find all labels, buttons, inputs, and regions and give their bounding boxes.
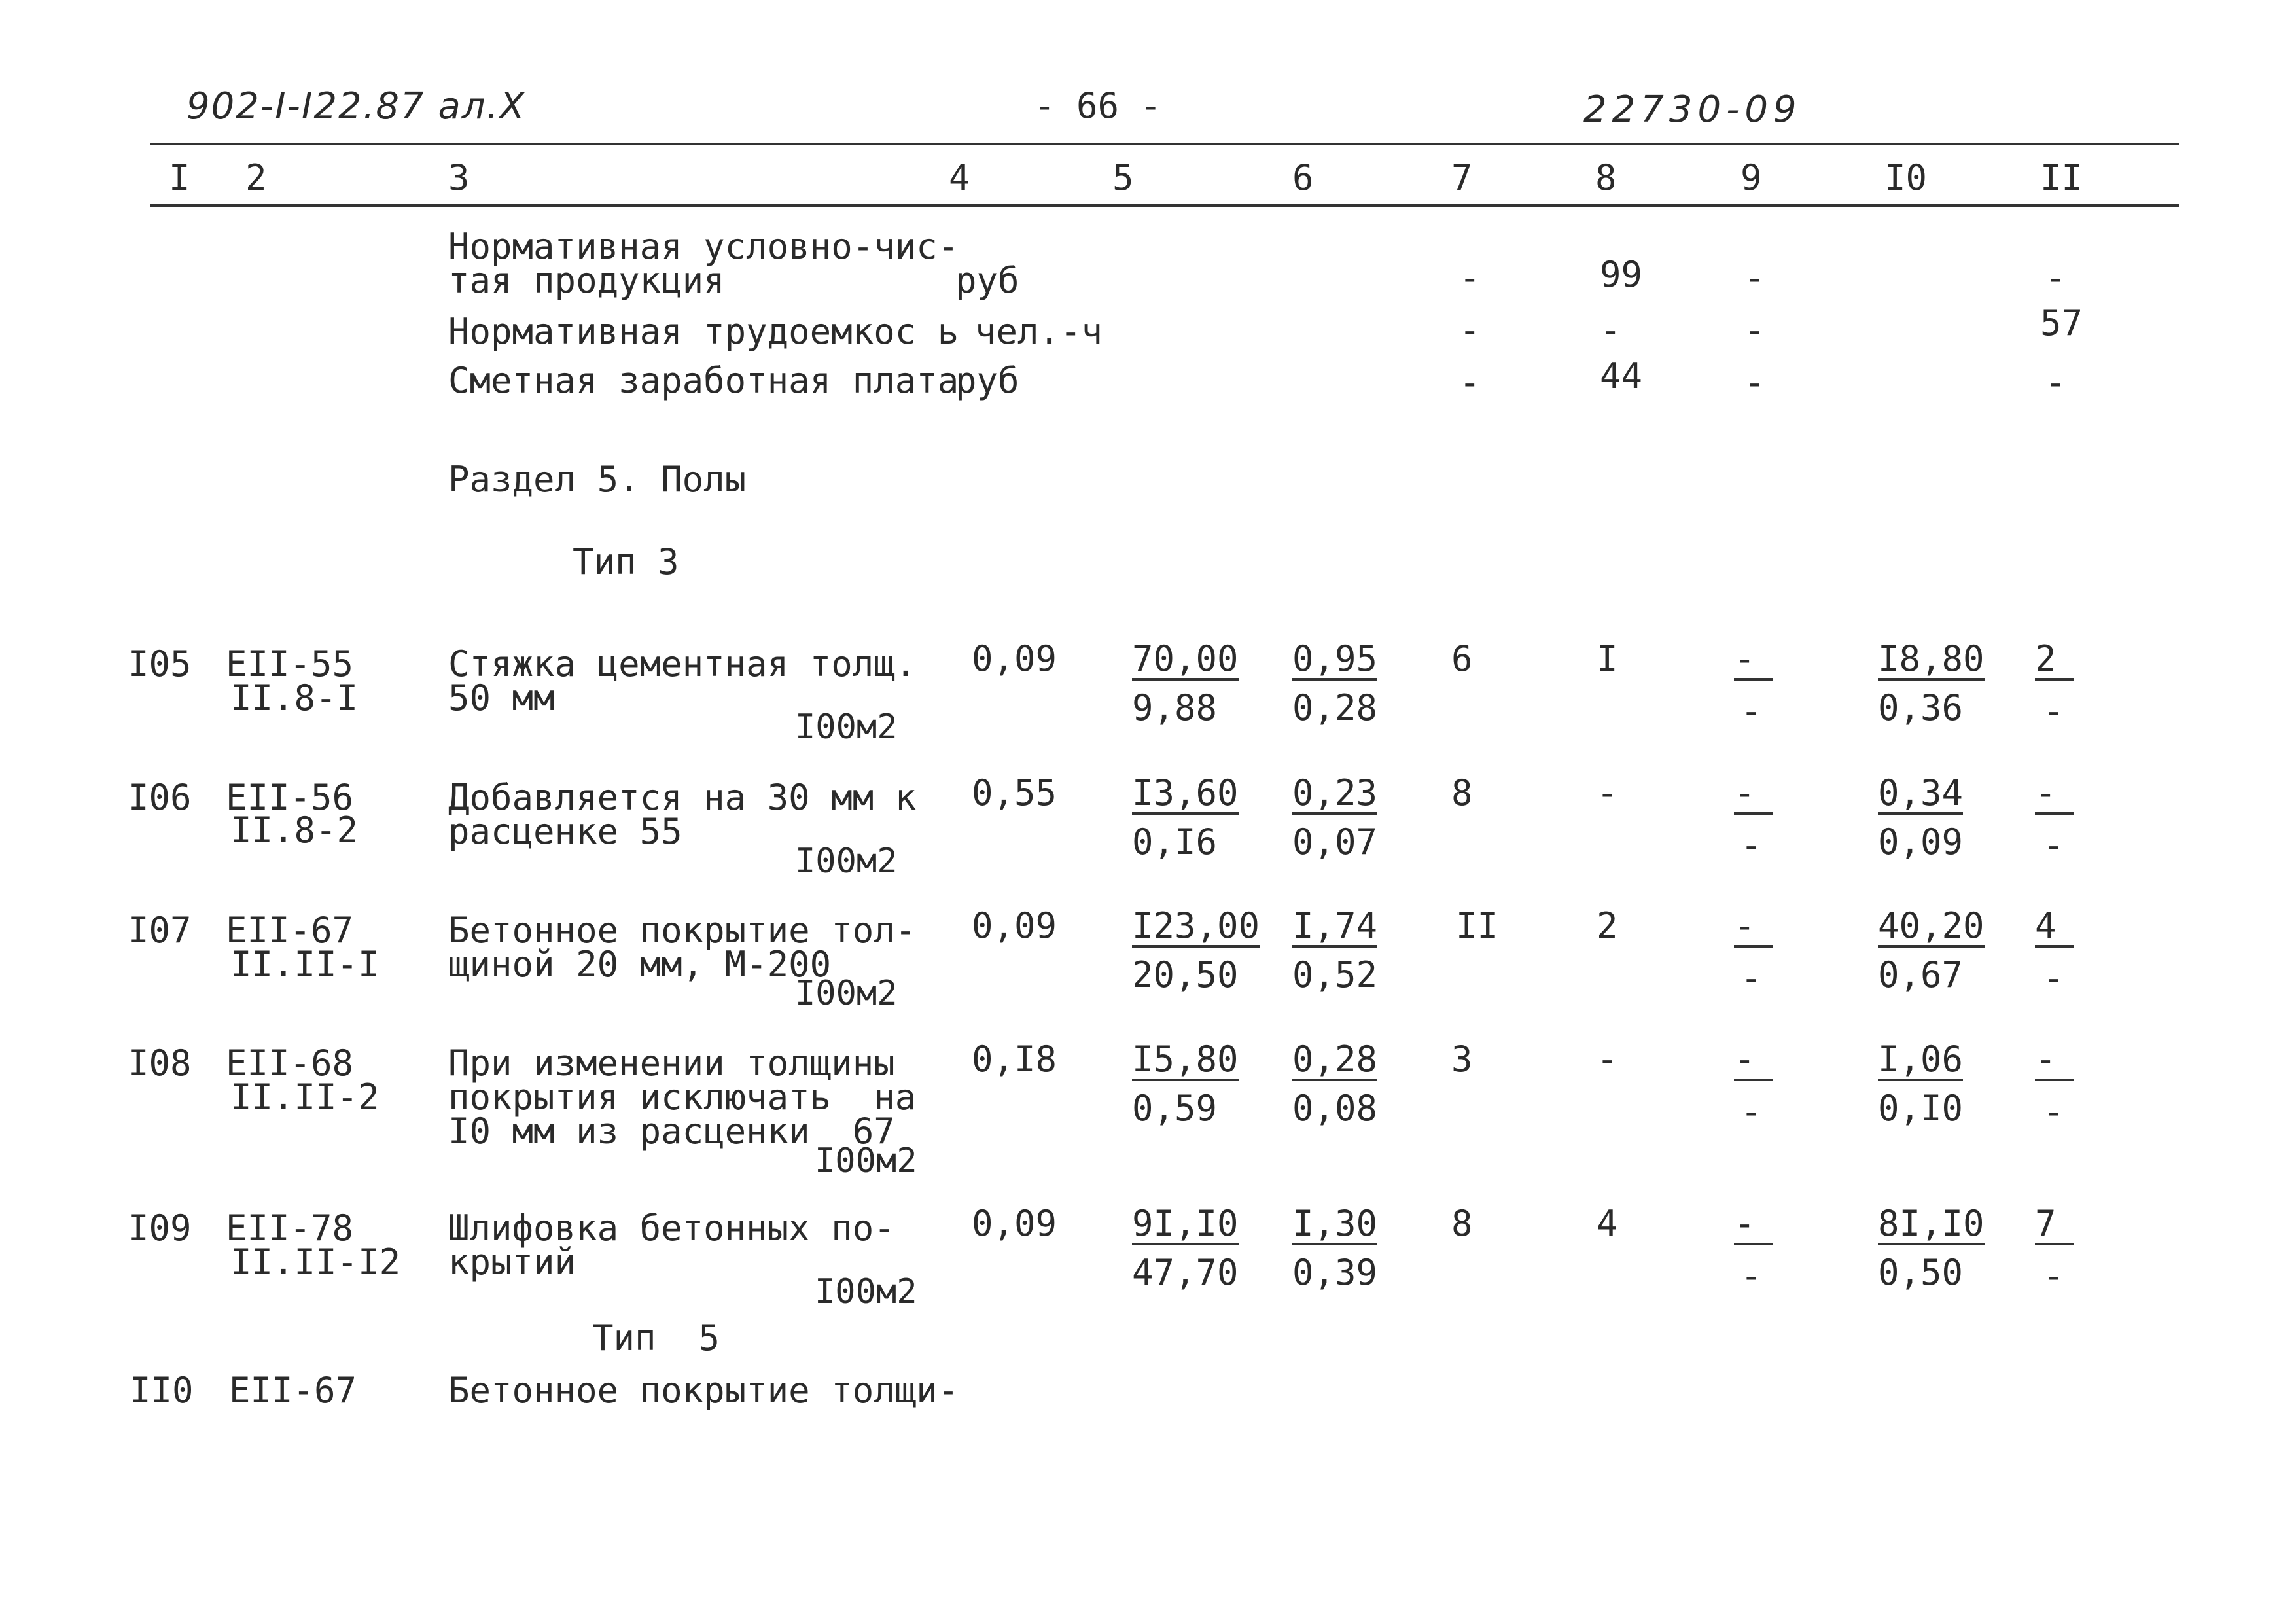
quantity: 0,55 <box>972 772 1057 813</box>
cost-unit-sub: 0,52 <box>1292 954 1378 995</box>
col7-value: 6 <box>1451 638 1473 679</box>
norm-subcode: II.II-I2 <box>230 1241 401 1283</box>
row-number: I09 <box>128 1207 192 1249</box>
col-header-6: 6 <box>1292 157 1314 198</box>
summary-unit: руб <box>955 360 1019 401</box>
row-number: I05 <box>128 643 192 685</box>
col-header-9: 9 <box>1740 157 1762 198</box>
cost-total-sub: 47,70 <box>1132 1252 1239 1293</box>
col9-value: - <box>1734 641 1773 681</box>
col7-value: 8 <box>1451 772 1473 813</box>
col11-value: - <box>2035 776 2074 815</box>
cost-total: I5,80 <box>1132 1039 1239 1080</box>
cost-unit: I,30 <box>1292 1203 1378 1244</box>
cost-unit: 0,28 <box>1292 1039 1378 1080</box>
col-header-2: 2 <box>245 157 267 198</box>
col10-value: I,06 <box>1878 1039 1964 1080</box>
cost-total: I3,60 <box>1132 772 1239 813</box>
cost-total: I23,00 <box>1132 905 1260 946</box>
col10-sub: 0,I0 <box>1878 1088 1964 1129</box>
col10-value: 40,20 <box>1878 905 1985 946</box>
col11-value: 2 <box>2035 641 2074 681</box>
col-header-11: II <box>2040 157 2083 198</box>
work-description: Шлифовка бетонных по- <box>448 1207 895 1249</box>
norm-subcode: II.8-I <box>230 677 359 719</box>
quantity: 0,09 <box>972 1203 1057 1244</box>
summary-name: тая продукция <box>448 260 725 301</box>
col8-value: I <box>1597 638 1618 679</box>
col8-value: 2 <box>1597 905 1618 946</box>
col-header-10: I0 <box>1884 157 1928 198</box>
norm-code: EII-67 <box>226 910 354 951</box>
col11-value: - <box>2035 1042 2074 1081</box>
summary-value: - <box>1744 362 1765 403</box>
summary-value: - <box>1459 310 1481 351</box>
work-description: щиной 20 мм, М-200 <box>448 944 832 985</box>
norm-code: EII-56 <box>226 777 354 818</box>
row-number: I06 <box>128 777 192 818</box>
quantity: 0,09 <box>972 905 1057 946</box>
norm-subcode: II.II-I <box>230 944 380 985</box>
col9-sub: - <box>1740 690 1762 732</box>
col10-value: I8,80 <box>1878 638 1985 679</box>
col7-value: 8 <box>1451 1203 1473 1244</box>
col9-value: - <box>1734 1042 1773 1081</box>
col10-value: 0,34 <box>1878 772 1964 813</box>
norm-code: EII-78 <box>226 1207 354 1249</box>
work-description: Бетонное покрытие тол- <box>448 910 917 951</box>
col-header-1: I <box>169 157 190 198</box>
type-title: Тип 5 <box>592 1317 720 1359</box>
type-title: Тип 3 <box>573 541 679 582</box>
cost-total-sub: 0,I6 <box>1132 821 1218 863</box>
cost-unit: I,74 <box>1292 905 1378 946</box>
col8-value: 4 <box>1597 1203 1618 1244</box>
summary-value: - <box>2045 362 2066 403</box>
col11-sub: - <box>2043 1091 2064 1132</box>
cost-total-sub: 20,50 <box>1132 954 1239 995</box>
col10-sub: 0,50 <box>1878 1252 1964 1293</box>
header-bottom-rule <box>150 204 2179 207</box>
col10-sub: 0,67 <box>1878 954 1964 995</box>
col9-value: - <box>1734 1206 1773 1245</box>
col9-sub: - <box>1740 1255 1762 1296</box>
cost-total: 70,00 <box>1132 638 1239 679</box>
col11-value: 4 <box>2035 908 2074 948</box>
col-header-8: 8 <box>1595 157 1617 198</box>
summary-name: Сметная заработная плата <box>448 360 959 401</box>
document-code: 902-I-I22.87 ал.X <box>186 85 526 128</box>
norm-subcode: II.II-2 <box>230 1077 380 1118</box>
row-number: I07 <box>128 910 192 951</box>
cost-unit-sub: 0,07 <box>1292 821 1378 863</box>
col-header-5: 5 <box>1112 157 1134 198</box>
cost-unit: 0,23 <box>1292 772 1378 813</box>
col10-value: 8I,I0 <box>1878 1203 1985 1244</box>
col10-sub: 0,09 <box>1878 821 1964 863</box>
col8-value: - <box>1597 1039 1618 1080</box>
quantity: 0,I8 <box>972 1039 1057 1080</box>
header-top-rule <box>150 143 2179 145</box>
norm-code: EII-68 <box>226 1043 354 1084</box>
norm-code: EII-55 <box>226 643 354 685</box>
work-description: крытий <box>448 1241 576 1283</box>
section-title: Раздел 5. Полы <box>448 459 747 500</box>
col9-value: - <box>1734 908 1773 948</box>
col11-sub: - <box>2043 1255 2064 1296</box>
col9-value: - <box>1734 776 1773 815</box>
quantity: 0,09 <box>972 638 1057 679</box>
summary-value: - <box>1744 257 1765 298</box>
cost-unit-sub: 0,08 <box>1292 1088 1378 1129</box>
work-description: покрытия исключать на <box>448 1077 917 1118</box>
col9-sub: - <box>1740 957 1762 999</box>
summary-name: Нормативная трудоемкос ь <box>448 311 959 352</box>
summary-name: Нормативная условно-чис- <box>448 226 959 267</box>
row-number: I08 <box>128 1043 192 1084</box>
summary-value: - <box>1459 362 1481 403</box>
work-description: Бетонное покрытие толщи- <box>448 1370 959 1411</box>
col9-sub: - <box>1740 825 1762 866</box>
col-header-7: 7 <box>1451 157 1473 198</box>
col10-sub: 0,36 <box>1878 687 1964 728</box>
unit-measure: I00м2 <box>815 1272 917 1311</box>
summary-value: 99 <box>1600 254 1643 295</box>
unit-measure: I00м2 <box>815 1141 917 1181</box>
unit-measure: I00м2 <box>795 842 898 881</box>
col11-sub: - <box>2043 957 2064 999</box>
unit-measure: I00м2 <box>795 707 898 747</box>
col8-value: - <box>1597 772 1618 813</box>
col7-value: II <box>1456 905 1499 946</box>
col-header-4: 4 <box>949 157 970 198</box>
summary-value: - <box>2045 257 2066 298</box>
work-description: При изменении толщины <box>448 1043 895 1084</box>
work-description: 50 мм <box>448 677 555 719</box>
norm-subcode: II.8-2 <box>230 810 359 851</box>
summary-unit: руб <box>955 260 1019 301</box>
summary-value: - <box>1600 310 1621 351</box>
page-number: - 66 - <box>1034 85 1162 126</box>
summary-value: 57 <box>2040 302 2083 344</box>
summary-value: - <box>1459 257 1481 298</box>
col11-value: 7 <box>2035 1206 2074 1245</box>
cost-unit-sub: 0,39 <box>1292 1252 1378 1293</box>
col11-sub: - <box>2043 825 2064 866</box>
sheet-code: 22730-09 <box>1583 88 1802 131</box>
cost-unit: 0,95 <box>1292 638 1378 679</box>
row-number: II0 <box>130 1370 194 1411</box>
work-description: расценке 55 <box>448 811 682 852</box>
norm-code: EII-67 <box>229 1370 357 1411</box>
cost-total-sub: 9,88 <box>1132 687 1218 728</box>
col-header-3: 3 <box>448 157 470 198</box>
summary-unit: чел.-ч <box>975 311 1103 352</box>
col9-sub: - <box>1740 1091 1762 1132</box>
summary-value: - <box>1744 310 1765 351</box>
unit-measure: I00м2 <box>795 974 898 1013</box>
cost-total-sub: 0,59 <box>1132 1088 1218 1129</box>
summary-value: 44 <box>1600 355 1643 397</box>
cost-unit-sub: 0,28 <box>1292 687 1378 728</box>
col7-value: 3 <box>1451 1039 1473 1080</box>
work-description: I0 мм из расценки 67 <box>448 1111 895 1152</box>
col11-sub: - <box>2043 690 2064 732</box>
cost-total: 9I,I0 <box>1132 1203 1239 1244</box>
work-description: Добавляется на 30 мм к <box>448 777 917 818</box>
work-description: Стяжка цементная толщ. <box>448 643 917 685</box>
